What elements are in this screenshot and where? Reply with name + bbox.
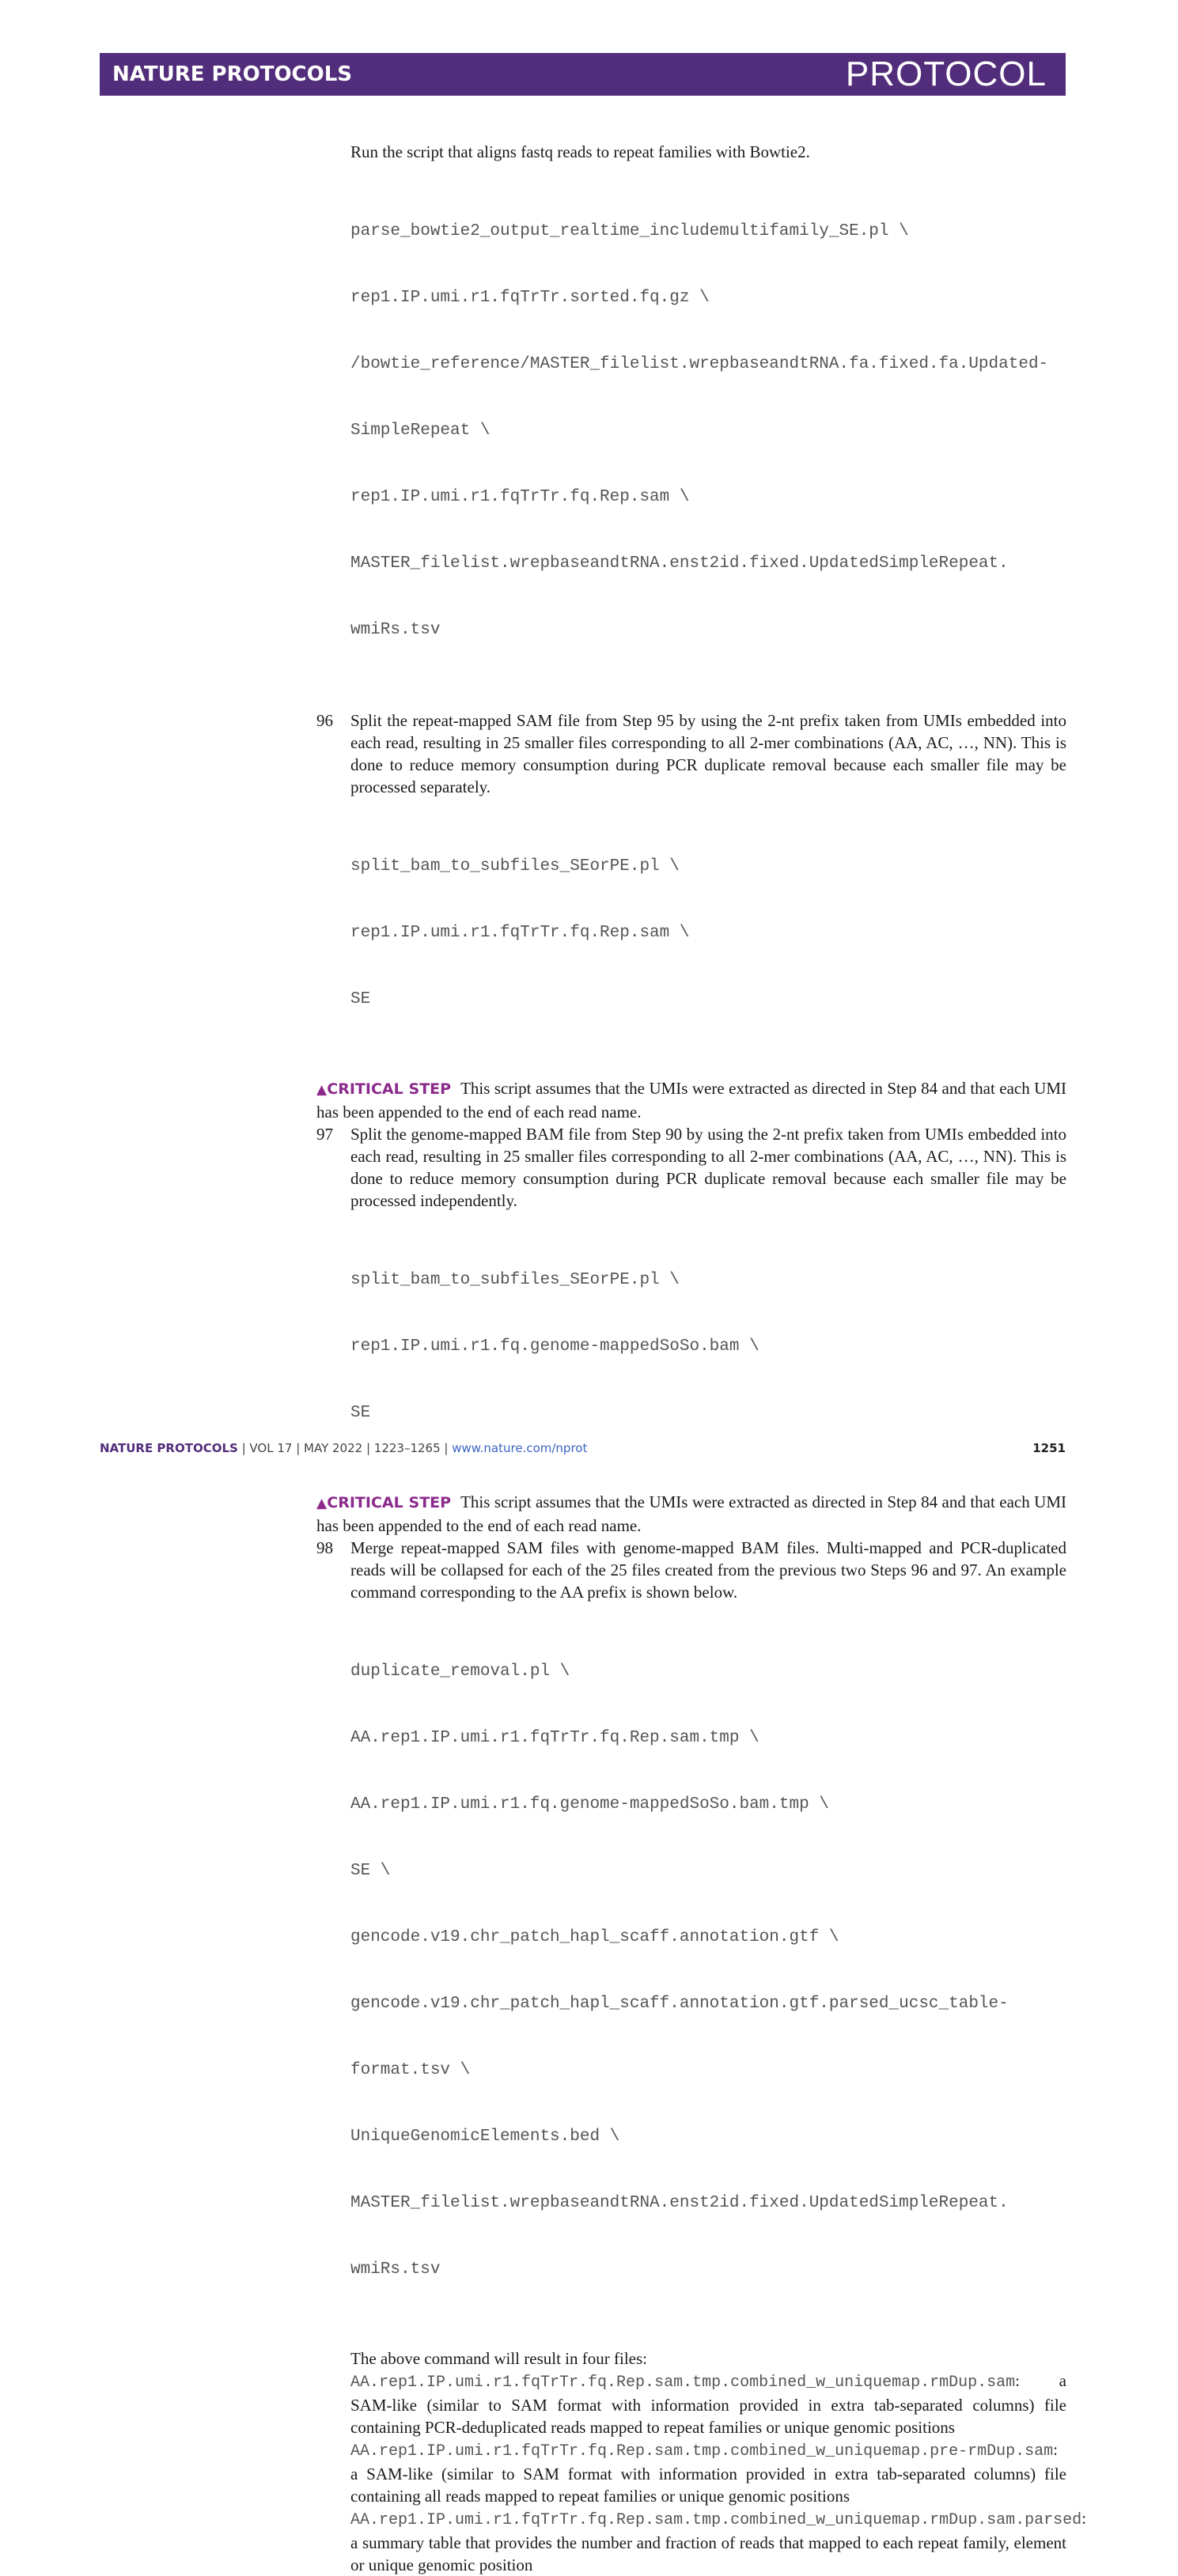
file-description: : a summary table that provides the number and fraction of reads that mapped to each repeat family, element or unique genomic position <box>350 2509 1086 2574</box>
code-line: rep1.IP.umi.r1.fqTrTr.fq.Rep.sam \ <box>350 924 690 942</box>
step-text: Split the genome-mapped BAM file from Step 90 by using the 2-nt prefix taken from UMIs embedded into each read, resulting in 25 smaller files corresponding to all 2-mer combinations (AA, AC, …, NN). This is done to reduce memory consumption during PCR duplicate removal because each smaller file may be processed independently. <box>350 1125 1066 1210</box>
code-line: MASTER_filelist.wrepbaseandtRNA.enst2id.fixed.UpdatedSimpleRepeat. <box>350 554 1009 573</box>
step-number: 97 <box>316 1125 333 1144</box>
code-block-bowtie <box>350 176 1066 686</box>
footer-journal: NATURE PROTOCOLS <box>100 1441 238 1455</box>
file-name: AA.rep1.IP.umi.r1.fqTrTr.fq.Rep.sam.tmp.combined_w_uniquemap.rmDup.sam <box>350 2374 1016 2392</box>
code-line: AA.rep1.IP.umi.r1.fqTrTr.fq.Rep.sam.tmp \ <box>350 1729 759 1747</box>
article-type: PROTOCOL <box>845 55 1047 93</box>
page-footer <box>100 1441 1066 1455</box>
critical-step-note <box>316 1491 1066 1537</box>
code-line: SE \ <box>350 1862 391 1880</box>
code-line: wmiRs.tsv <box>350 621 441 639</box>
file-name: AA.rep1.IP.umi.r1.fqTrTr.fq.Rep.sam.tmp.combined_w_uniquemap.rmDup.sam.parsed <box>350 2511 1082 2529</box>
step-number: 98 <box>316 1538 333 1557</box>
step-97 <box>316 1123 1066 1212</box>
code-block-split-sam <box>350 811 1066 1055</box>
code-line: rep1.IP.umi.r1.fqTrTr.fq.Rep.sam \ <box>350 488 690 506</box>
footer-url-link[interactable]: www.nature.com/nprot <box>452 1441 588 1455</box>
critical-step-text: This script assumes that the UMIs were extracted as directed in Step 84 and that each UMI has been appended to the end of each read name. <box>316 1079 1066 1122</box>
code-line: SimpleRepeat \ <box>350 422 491 440</box>
code-line: parse_bowtie2_output_realtime_includemultifamily_SE.pl \ <box>350 222 909 240</box>
warning-triangle-icon: ▲ <box>316 1496 328 1511</box>
output-file-item <box>350 2370 1066 2438</box>
critical-step-text: This script assumes that the UMIs were extracted as directed in Step 84 and that each UMI has been appended to the end of each read name. <box>316 1492 1066 1535</box>
critical-step-label: ▲CRITICAL STEP <box>316 1080 452 1098</box>
output-file-item <box>350 2438 1066 2507</box>
file-description: : a SAM-like (similar to SAM format with information provided in extra tab-separated columns) file containing PCR-deduplicated reads mapped to repeat families or unique genomic positions <box>350 2371 1066 2437</box>
code-line: MASTER_filelist.wrepbaseandtRNA.enst2id.fixed.UpdatedSimpleRepeat. <box>350 2194 1009 2212</box>
step-number: 96 <box>316 711 333 730</box>
code-line: gencode.v19.chr_patch_hapl_scaff.annotation.gtf \ <box>350 1928 839 1946</box>
code-line: duplicate_removal.pl \ <box>350 1662 570 1681</box>
critical-step-label: ▲CRITICAL STEP <box>316 1494 452 1511</box>
step-text: Merge repeat-mapped SAM files with genome-mapped BAM files. Multi-mapped and PCR-duplicated reads will be collapsed for each of the 25 files created from the previous two Steps 96 and 97. An example command corresponding to the AA prefix is shown below. <box>350 1538 1066 1602</box>
code-line: split_bam_to_subfiles_SEorPE.pl \ <box>350 857 680 876</box>
code-line: rep1.IP.umi.r1.fq.genome-mappedSoSo.bam \ <box>350 1337 759 1356</box>
code-line: /bowtie_reference/MASTER_filelist.wrepbaseandtRNA.fa.fixed.fa.Updated- <box>350 355 1049 373</box>
output-file-item <box>350 2507 1086 2576</box>
page-number: 1251 <box>1032 1441 1066 1455</box>
output-files-list <box>350 2347 1086 2576</box>
intro-text: Run the script that aligns fastq reads to repeat families with Bowtie2. <box>350 142 810 161</box>
output-files-intro: The above command will result in four files: <box>350 2349 647 2368</box>
code-line: SE <box>350 1404 371 1422</box>
code-block-duplicate-removal <box>350 1617 1066 2325</box>
journal-header-bar <box>100 53 1066 96</box>
step-text: Split the repeat-mapped SAM file from Step 95 by using the 2-nt prefix taken from UMIs embedded into each read, resulting in 25 smaller files corresponding to all 2-mer combinations (AA, AC, …, NN). This is done to reduce memory consumption during PCR duplicate removal because each smaller file may be processed separately. <box>350 711 1066 796</box>
code-line: gencode.v19.chr_patch_hapl_scaff.annotation.gtf.parsed_ucsc_table- <box>350 1995 1009 2013</box>
code-line: rep1.IP.umi.r1.fqTrTr.sorted.fq.gz \ <box>350 289 710 307</box>
code-block-split-bam <box>350 1225 1066 1469</box>
footer-citation: | VOL 17 | MAY 2022 | 1223–1265 | <box>237 1441 453 1455</box>
code-line: AA.rep1.IP.umi.r1.fq.genome-mappedSoSo.bam.tmp \ <box>350 1795 829 1814</box>
critical-step-note <box>316 1077 1066 1123</box>
warning-triangle-icon: ▲ <box>316 1082 328 1098</box>
file-name: AA.rep1.IP.umi.r1.fqTrTr.fq.Rep.sam.tmp.combined_w_uniquemap.pre-rmDup.sam <box>350 2442 1054 2461</box>
code-line: split_bam_to_subfiles_SEorPE.pl \ <box>350 1271 680 1289</box>
main-content <box>316 141 1086 2576</box>
file-description: : a SAM-like (similar to SAM format with information provided in extra tab-separated columns) file containing all reads mapped to repeat families or unique genomic positions <box>350 2440 1066 2506</box>
step-96 <box>316 709 1066 798</box>
code-line: format.tsv \ <box>350 2061 471 2079</box>
step-98 <box>316 1537 1066 1603</box>
code-line: wmiRs.tsv <box>350 2260 441 2279</box>
code-line: SE <box>350 990 371 1008</box>
journal-name: NATURE PROTOCOLS <box>112 62 353 86</box>
code-line: UniqueGenomicElements.bed \ <box>350 2128 620 2146</box>
